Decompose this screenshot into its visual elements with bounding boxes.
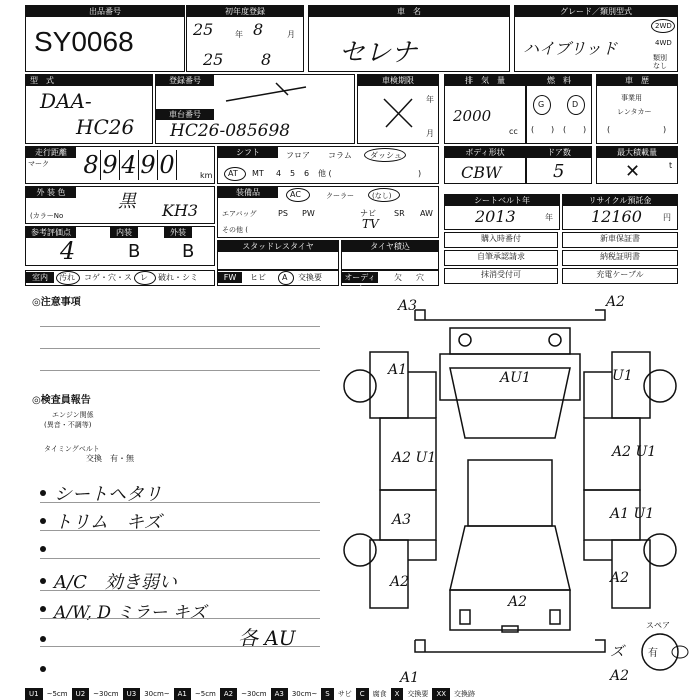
legend-code: A2 [220, 688, 237, 700]
spare-value-circle [672, 646, 688, 658]
doc-charge-cable: 充電ケーブル [562, 268, 678, 284]
note-line [40, 558, 320, 559]
legend-strip [25, 688, 700, 700]
report-item-4: A/C 効き弱い [54, 572, 177, 593]
overall-rating-label: 参考評価点 [26, 227, 76, 238]
mark-roof: AU1 [500, 370, 531, 386]
engine-label: エンジン関係 [52, 411, 94, 419]
shift-column: コラム [328, 151, 352, 160]
note-line [40, 646, 320, 647]
equipment-aw: AW [420, 209, 433, 218]
first-reg-year: 25 [193, 20, 214, 39]
shift-5: 5 [290, 169, 296, 178]
body-type-value: CBW [461, 163, 502, 182]
equipment-other: その他 ( [222, 226, 248, 234]
inspection-expiry-box [357, 74, 439, 144]
fuel-paren-close-2: ) [583, 125, 587, 134]
interior-condition-label: 室内 [26, 272, 54, 283]
shift-other-close: ) [418, 169, 422, 178]
fw-box [217, 270, 339, 286]
interior-dirt: 汚れ [59, 273, 75, 282]
shift-other: 他 ( [318, 169, 332, 178]
legend-desc: ~30cm [241, 690, 267, 698]
mileage-digit: 0 [158, 150, 177, 180]
equipment-extra: TV [362, 217, 379, 231]
note-line [40, 618, 320, 619]
report-bullet [40, 636, 46, 642]
legend-desc: ~5cm [46, 690, 68, 698]
grade-box [514, 5, 678, 72]
seatbelt-unit: 年 [545, 213, 553, 222]
mileage-unit: km [200, 171, 213, 180]
first-reg-month-2: 8 [261, 50, 272, 69]
note-line [40, 502, 320, 503]
mark-left-front: A1 [388, 362, 408, 378]
car-name-box [308, 5, 510, 72]
inspection-expiry-label: 車検期限 [358, 75, 438, 86]
tire-stock-label: タイヤ積込 [342, 241, 438, 252]
grade-option-2wd: 2WD [655, 22, 672, 30]
mileage-digit: 8 [82, 150, 101, 180]
body-type-label: ボディ形状 [445, 147, 525, 158]
shift-at: AT [228, 169, 238, 178]
report-item-1: シートヘタリ [54, 484, 162, 505]
documents-grid [444, 232, 678, 284]
grade-option-none: 類別なし [653, 54, 667, 70]
exterior-color-box [25, 186, 215, 224]
doc-purchase: 購入時番付 [444, 232, 558, 248]
equipment-none: (なし) [372, 192, 392, 200]
note-line [40, 348, 320, 349]
recycle-unit: 円 [663, 213, 671, 222]
report-item-6: 各 AU [238, 626, 296, 650]
grade-value: ハイブリッド [523, 39, 618, 58]
audio-missing: 欠 [394, 273, 402, 282]
mileage-box [25, 146, 215, 184]
displacement-label: 排 気 量 [445, 75, 525, 86]
car-name-value: セレナ [339, 38, 418, 68]
displacement-unit: cc [509, 127, 518, 136]
exterior-rating-value: B [182, 241, 195, 262]
inspection-month-unit: 月 [426, 129, 434, 138]
note-line [40, 590, 320, 591]
equipment-ps: PS [278, 209, 288, 218]
fuel-option-g: G [538, 100, 545, 109]
report-bullet [40, 578, 46, 584]
overall-rating-value: 4 [60, 237, 76, 265]
fw-label: FW [218, 272, 242, 283]
displacement-value: 2000 [453, 107, 492, 125]
doors-label: ドア数 [527, 147, 591, 158]
legend-code: U2 [72, 688, 90, 700]
first-registration-box [186, 5, 304, 72]
inspection-year-unit: 年 [426, 95, 434, 104]
mileage-digit: 9 [101, 150, 120, 180]
mark-left-rear: A2 [390, 574, 410, 590]
report-bullet [40, 606, 46, 612]
mark-right-mid: A2 U1 [612, 444, 657, 460]
interior-condition-box [25, 270, 215, 286]
body-type-box [444, 146, 526, 184]
legend-desc: 30cm~ [144, 690, 170, 698]
legend-desc: 交換跡 [454, 690, 476, 698]
interior-rating-label: 内装 [110, 227, 138, 238]
fuel-box [526, 74, 592, 144]
timing-options: 交換 有・無 [86, 454, 134, 463]
legend-code: XX [432, 688, 450, 700]
equipment-cooler: クーラー [326, 192, 354, 200]
first-reg-month: 8 [253, 20, 264, 39]
shift-label: シフト [218, 147, 278, 158]
tire-stock-box [341, 240, 439, 270]
equipment-ac: AC [290, 190, 301, 199]
shift-4: 4 [276, 169, 282, 178]
legend-code: U1 [25, 688, 43, 700]
mileage-digits [82, 150, 196, 182]
doc-cancellation: 抹消受付可 [444, 268, 558, 284]
car-name-label: 車 名 [309, 6, 509, 17]
mark-right-front: U1 [612, 368, 633, 384]
mark-bottom-right-2: A2 [610, 668, 630, 684]
first-reg-month-unit: 月 [287, 30, 295, 39]
doors-value: 5 [553, 161, 565, 182]
report-bullet [40, 666, 46, 672]
shift-floor: フロア [286, 151, 310, 160]
mark-bottom-left: A1 [400, 670, 420, 686]
mark-right-rear-door: A1 U1 [610, 506, 655, 522]
notes-label: ◎注意事項 [32, 297, 81, 308]
report-bullet [40, 490, 46, 496]
legend-desc: 腐食 [372, 690, 387, 698]
legend-desc: ~5cm [194, 690, 216, 698]
exterior-color-sub: (カラーNo [30, 212, 64, 220]
mileage-label: 走行距離 [26, 147, 76, 158]
vehicle-use-paren-close: ) [663, 125, 667, 134]
report-bullet [40, 546, 46, 552]
interior-scratch: レ [140, 273, 148, 282]
fw-a: A [282, 273, 288, 282]
shift-box [217, 146, 439, 184]
model-line1: DAA- [40, 89, 92, 113]
report-item-5: A/W, D ミラー キズ [54, 603, 207, 623]
inspector-report-label: ◎検査員報告 [32, 395, 91, 406]
max-load-unit: t [669, 161, 673, 170]
registration-strike [216, 79, 316, 109]
mark-right-rear: A2 [610, 570, 630, 586]
model-line2: HC26 [76, 115, 135, 139]
mileage-mark: マーク [28, 160, 49, 168]
grade-label: グレード／類別型式 [515, 6, 677, 17]
engine-sub: (異音・不調等) [44, 421, 92, 429]
recycle-label: リサイクル預託金 [563, 195, 677, 206]
mark-bottom-right: ズ [610, 644, 624, 660]
note-line [40, 530, 320, 531]
ratings-box [25, 226, 215, 266]
equipment-airbag: エアバッグ [222, 210, 257, 218]
mark-top-right: A2 [606, 294, 626, 310]
fuel-label: 燃 料 [527, 75, 591, 86]
studless-label: スタッドレスタイヤ [218, 241, 338, 252]
legend-desc: 30cm~ [291, 690, 318, 698]
legend-code: A1 [174, 688, 191, 700]
grade-option-4wd: 4WD [655, 39, 672, 47]
doc-warranty: 新車保証書 [562, 232, 678, 248]
first-reg-year-unit: 年 [235, 30, 243, 39]
legend-code: A3 [271, 688, 288, 700]
legend-desc: サビ [337, 690, 352, 698]
spare-value: 有 [648, 648, 658, 659]
fuel-paren-open-1: ( [531, 125, 535, 134]
fw-crack: ヒビ [250, 273, 266, 282]
exterior-rating-label: 外装 [164, 227, 192, 238]
legend-code: S [321, 688, 333, 700]
mark-left-rear-door: A3 [392, 512, 412, 528]
fw-replace: 交換要 [298, 273, 322, 282]
note-line [40, 370, 320, 371]
legend-code: X [391, 688, 404, 700]
legend-desc: ~30cm [93, 690, 119, 698]
audio-label: オーディオ [342, 272, 378, 283]
listing-number-label: 出品番号 [26, 6, 184, 17]
mark-top-left: A3 [398, 298, 418, 314]
doc-self-approval: 自筆承認請求 [444, 250, 558, 266]
shift-mt: MT [252, 169, 264, 178]
registration-box [155, 74, 355, 144]
mileage-digit: 4 [120, 150, 139, 180]
seatbelt-label: シートベルト年 [445, 195, 559, 206]
mileage-digit: 9 [139, 150, 158, 180]
report-bullet [40, 518, 46, 524]
timing-label: タイミングベルト [44, 445, 100, 453]
seatbelt-box [444, 194, 560, 230]
recycle-box [562, 194, 678, 230]
first-reg-year-2: 25 [203, 50, 224, 69]
equipment-navi: ナビ [360, 209, 376, 218]
max-load-label: 最大積載量 [597, 147, 677, 158]
interior-tear: 破れ・シミ [158, 273, 198, 282]
fuel-paren-close-1: ) [551, 125, 555, 134]
car-diagram [340, 290, 690, 690]
note-line [40, 326, 320, 327]
exterior-color-code: KH3 [162, 201, 199, 220]
legend-code: U3 [123, 688, 141, 700]
interior-rating-value: B [128, 241, 141, 262]
mark-rear: A2 [508, 594, 528, 610]
model-box [25, 74, 153, 144]
mark-left-mid: A2 U1 [392, 450, 437, 466]
equipment-label: 装備品 [218, 187, 278, 198]
registration-label: 登録番号 [156, 75, 214, 86]
doc-tax-cert: 納税証明書 [562, 250, 678, 266]
legend-code: C [356, 688, 369, 700]
interior-burn: コゲ・穴・ス [84, 273, 132, 282]
vehicle-use-paren-open: ( [607, 125, 611, 134]
doors-box [526, 146, 592, 184]
listing-number-box [25, 5, 185, 72]
seatbelt-value: 2013 [475, 207, 516, 226]
audio-box [341, 270, 439, 293]
chassis-value: HC26-085698 [170, 121, 291, 141]
first-registration-label: 初年度登録 [187, 6, 303, 17]
vehicle-use-rental: レンタカー [617, 108, 652, 116]
vehicle-use-business: 事業用 [621, 94, 642, 102]
exterior-color-label: 外 装 色 [26, 187, 76, 198]
spare-label: スペア [646, 621, 670, 630]
inspection-strike [378, 93, 418, 133]
chassis-label: 車台番号 [156, 109, 214, 120]
equipment-pw: PW [302, 209, 315, 218]
model-label: 型 式 [26, 75, 152, 86]
fuel-option-d: D [572, 100, 579, 109]
exterior-color-value: 黒 [118, 191, 136, 212]
max-load-value: ✕ [625, 161, 641, 182]
shift-6: 6 [304, 169, 310, 178]
recycle-value: 12160 [591, 207, 642, 226]
report-item-2: トリム キズ [54, 512, 162, 533]
studless-box [217, 240, 339, 270]
equipment-box [217, 186, 439, 238]
listing-number-value: SY0068 [34, 26, 134, 57]
vehicle-use-label: 車 歴 [597, 75, 677, 86]
displacement-box [444, 74, 526, 144]
vehicle-use-box [596, 74, 678, 144]
fuel-paren-open-2: ( [563, 125, 567, 134]
audio-hole: 穴 [416, 273, 424, 282]
legend-desc: 交換要 [407, 690, 429, 698]
shift-dash: ダッシュ [370, 151, 402, 160]
max-load-box [596, 146, 678, 184]
equipment-sr: SR [394, 209, 405, 218]
